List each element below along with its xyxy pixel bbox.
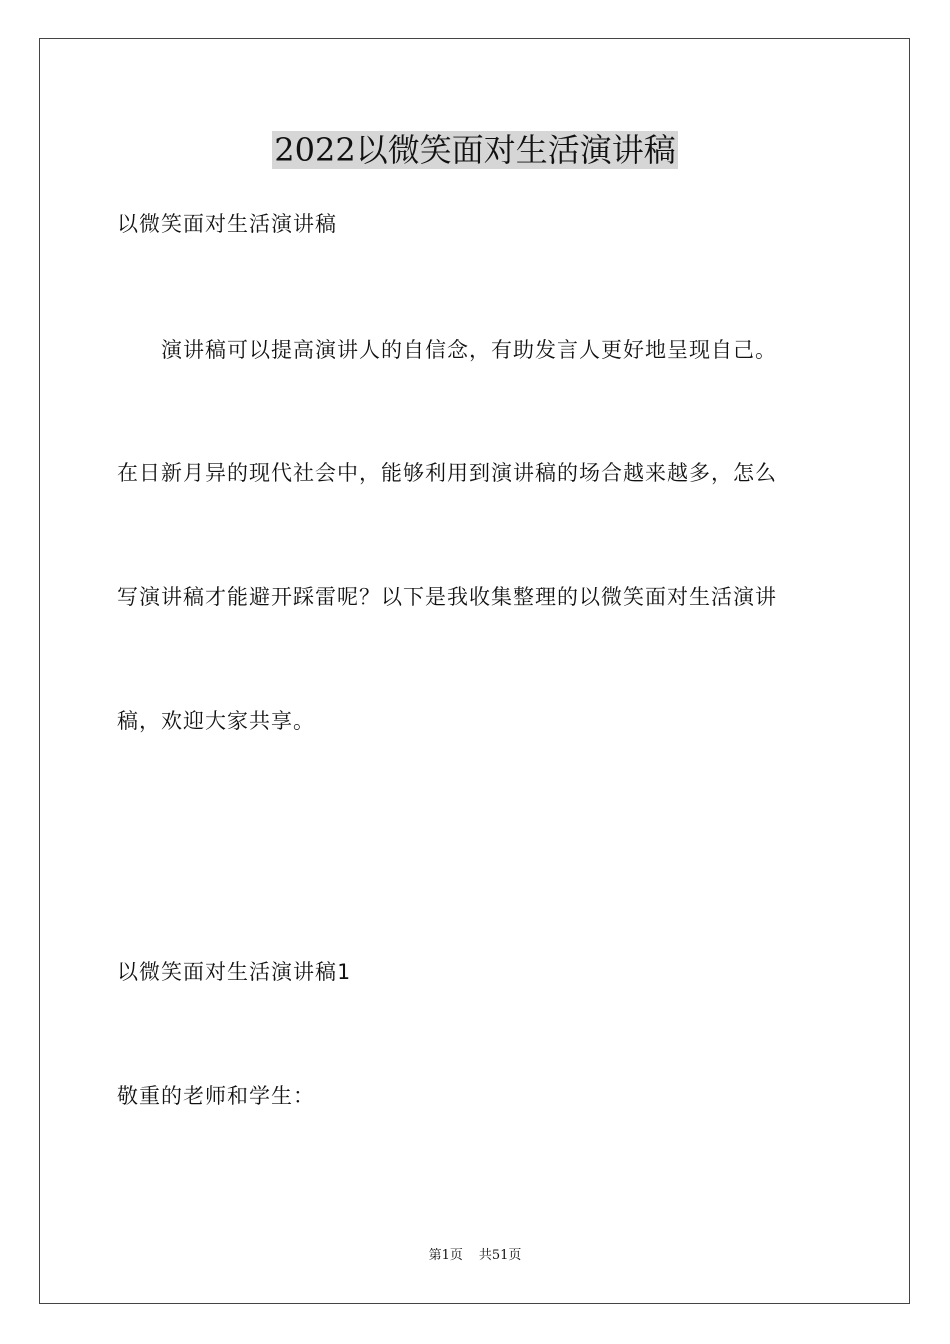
page-footer <box>0 1247 950 1265</box>
salutation: 敬重的老师和学生： <box>117 1084 315 1108</box>
document-title <box>0 126 950 174</box>
paragraph-line-3: 写演讲稿才能避开踩雷呢？以下是我收集整理的以微笑面对生活演讲 <box>117 585 777 609</box>
paragraph-line-4: 稿，欢迎大家共享。 <box>117 709 315 733</box>
page-total: 共51页 <box>478 1248 522 1263</box>
document-subtitle: 以微笑面对生活演讲稿 <box>117 212 337 236</box>
page-number: 第1页 <box>428 1248 463 1263</box>
paragraph-line-2: 在日新月异的现代社会中，能够利用到演讲稿的场合越来越多，怎么 <box>117 461 777 485</box>
section-heading: 以微笑面对生活演讲稿1 <box>117 960 351 984</box>
paragraph-line-1: 演讲稿可以提高演讲人的自信念，有助发言人更好地呈现自己。 <box>117 338 777 362</box>
document-title-text: 2022以微笑面对生活演讲稿 <box>274 131 676 169</box>
